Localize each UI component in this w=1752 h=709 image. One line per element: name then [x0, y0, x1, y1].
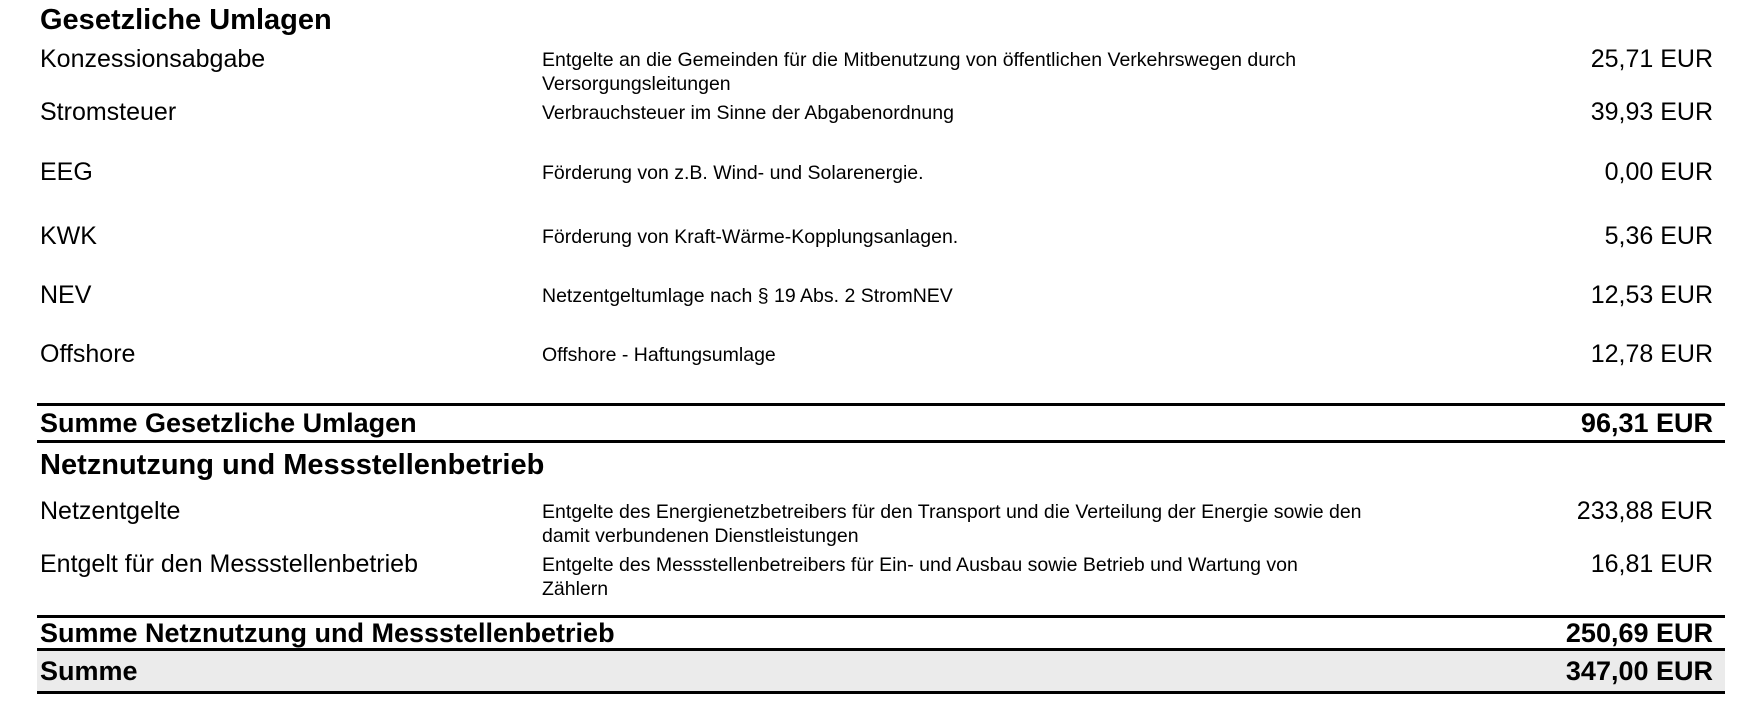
row-description: Förderung von Kraft-Wärme-Kopplungsanlagen.: [542, 226, 959, 248]
row-label: Entgelt für den Messstellenbetrieb: [40, 550, 418, 578]
summary-amount: 250,69 EUR: [1565, 617, 1713, 648]
row-description: Förderung von z.B. Wind- und Solarenergie.: [542, 162, 924, 184]
grand-total-row: [37, 651, 1725, 694]
summary-row-netznutzung: [37, 615, 1725, 651]
summary-amount: 96,31 EUR: [1580, 407, 1713, 438]
row-description: Verbrauchsteuer im Sinne der Abgabenordnung: [542, 102, 954, 124]
row-label: NEV: [40, 281, 92, 309]
row-amount: 39,93 EUR: [1590, 98, 1713, 126]
table-row-netzentgelte: [37, 497, 1725, 550]
row-label: KWK: [40, 222, 97, 250]
row-label: EEG: [40, 158, 93, 186]
table-row-nev: [37, 281, 1725, 340]
row-amount: 12,53 EUR: [1590, 281, 1713, 309]
summary-label: Summe Netznutzung und Messstellenbetrieb: [40, 617, 615, 648]
row-description: Entgelte des Energienetzbetreibers für den Transport und die Verteilung der Energie sowie den damit verbundenen Dienstleistungen: [542, 501, 1362, 547]
row-description: Entgelte des Messstellenbetreibers für Ein- und Ausbau sowie Betrieb und Wartung von Zählern: [542, 554, 1298, 600]
row-amount: 25,71 EUR: [1590, 45, 1713, 73]
grand-total-amount: 347,00 EUR: [1565, 655, 1713, 686]
summary-row-gesetzliche-umlagen: [37, 403, 1725, 443]
table-row-stromsteuer: [37, 98, 1725, 158]
table-row-offshore: [37, 340, 1725, 403]
bill-cost-breakdown: [37, 0, 1725, 694]
grand-total-label: Summe: [40, 655, 138, 686]
row-label: Offshore: [40, 340, 136, 368]
row-label: Stromsteuer: [40, 98, 177, 126]
row-amount: 0,00 EUR: [1604, 158, 1713, 186]
section-heading-netznutzung: Netznutzung und Messstellenbetrieb: [40, 449, 545, 481]
row-amount: 16,81 EUR: [1590, 550, 1713, 578]
row-description: Entgelte an die Gemeinden für die Mitbenutzung von öffentlichen Verkehrswegen durch Versorgungsleitungen: [542, 49, 1297, 95]
row-label: Konzessionsabgabe: [40, 45, 266, 73]
table-row-messstellenbetrieb: [37, 550, 1725, 615]
row-amount: 12,78 EUR: [1590, 340, 1713, 368]
row-label: Netzentgelte: [40, 497, 181, 525]
summary-label: Summe Gesetzliche Umlagen: [40, 407, 417, 438]
row-amount: 233,88 EUR: [1576, 497, 1713, 525]
row-description: Offshore - Haftungsumlage: [542, 344, 776, 366]
row-description: Netzentgeltumlage nach § 19 Abs. 2 StromNEV: [542, 285, 953, 307]
section-heading-gesetzliche-umlagen: Gesetzliche Umlagen: [40, 4, 332, 36]
table-row-kwk: [37, 222, 1725, 281]
row-amount: 5,36 EUR: [1604, 222, 1713, 250]
table-row-eeg: [37, 158, 1725, 222]
table-row-konzessionsabgabe: [37, 45, 1725, 98]
